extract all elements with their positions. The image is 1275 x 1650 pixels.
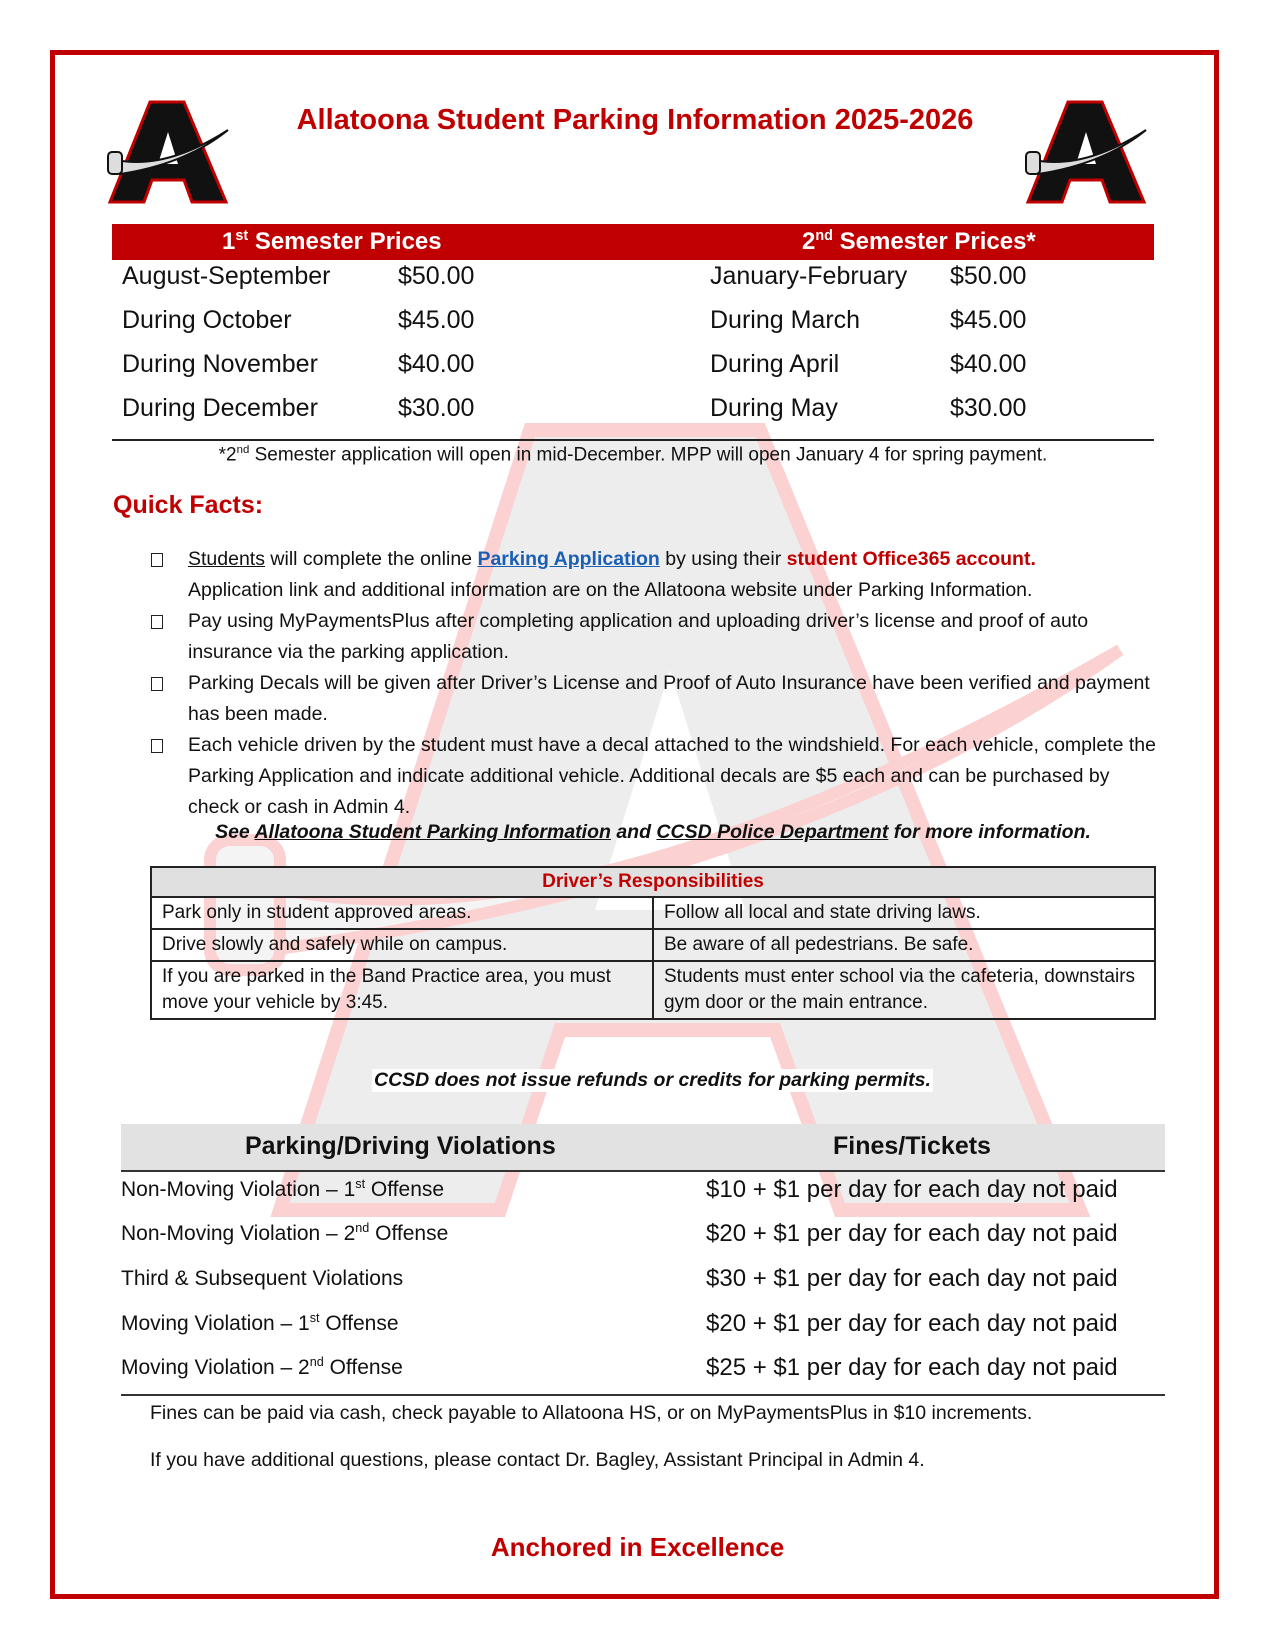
second-price: $40.00 [950,350,1027,378]
second-price: $45.00 [950,306,1027,334]
violations-divider [121,1394,1165,1396]
semester-price-header [112,224,1154,260]
checkbox-bullet-icon [151,677,163,691]
second-price: $50.00 [950,262,1027,290]
fine-amount: $20 + $1 per day for each day not paid [706,1310,1118,1337]
no-refund-notice: CCSD does not issue refunds or credits for parking permits. [374,1069,931,1091]
first-price: $30.00 [398,394,475,422]
first-price: $45.00 [398,306,475,334]
first-price: $40.00 [398,350,475,378]
violation-name: Non-Moving Violation – 1st Offense [121,1177,445,1201]
list-item: Students will complete the online Parking Application by using their student Office365 account. Application link and additional information are on the Allatoona website under Parking Information. [148,544,1158,606]
checkbox-bullet-icon [151,615,163,629]
violations-column-header: Parking/Driving Violations [245,1132,556,1160]
second-period: During May [710,394,838,422]
first-price: $50.00 [398,262,475,290]
table-cell: If you are parked in the Band Practice area, you must move your vehicle by 3:45. [151,961,653,1019]
second-price: $30.00 [950,394,1027,422]
police-department-link[interactable]: CCSD Police Department [656,821,889,843]
fine-amount: $25 + $1 per day for each day not paid [706,1354,1118,1381]
school-motto: Anchored in Excellence [490,1532,785,1562]
table-row [151,929,1155,961]
violation-name: Third & Subsequent Violations [121,1267,404,1290]
parking-application-link[interactable]: Parking Application [477,548,660,570]
first-period: August-September [122,262,331,290]
checkbox-bullet-icon [151,553,163,567]
driver-responsibilities-table [150,866,1156,1020]
more-info-line: See Allatoona Student Parking Information and CCSD Police Department for more information. [215,821,1091,843]
table-row [151,897,1155,929]
second-period: During April [710,350,840,378]
table-cell: Drive slowly and safely while on campus. [151,929,653,961]
page-title: Allatoona Student Parking Information 2025-2026 [296,104,974,136]
table-cell: Follow all local and state driving laws. [653,897,1155,929]
parking-info-link[interactable]: Allatoona Student Parking Information [254,821,611,843]
table-cell: Students must enter school via the cafeteria, downstairs gym door or the main entrance. [653,961,1155,1019]
second-semester-heading: 2nd Semester Prices* [802,228,1036,255]
contact-note: If you have additional questions, please contact Dr. Bagley, Assistant Principal in Admin 4. [150,1449,925,1471]
second-period: January-February [710,262,908,290]
first-semester-heading: 1st Semester Prices [222,228,442,255]
second-period: During March [710,306,861,334]
violation-name: Moving Violation – 1st Offense [121,1311,399,1335]
quick-facts-heading: Quick Facts: [113,491,264,519]
first-period: During November [122,350,318,378]
fine-amount: $20 + $1 per day for each day not paid [706,1220,1118,1247]
price-table-divider [112,439,1154,441]
list-item: Each vehicle driven by the student must have a decal attached to the windshield. For each vehicle, complete the Parking Application and indicate additional vehicle. Additional decals are $5 each and can be purchased by check or cash in Admin 4. [148,730,1158,823]
list-item: Parking Decals will be given after Driver’s License and Proof of Auto Insurance have been verified and payment has been made. [148,668,1158,730]
first-period: During December [122,394,318,422]
semester-footnote: *2nd Semester application will open in mid-December. MPP will open January 4 for spring payment. [218,444,1048,466]
checkbox-bullet-icon [151,739,163,753]
fines-column-header: Fines/Tickets [833,1132,991,1160]
quick-facts-list [148,544,1158,823]
table-row [151,961,1155,1019]
payment-note: Fines can be paid via cash, check payable to Allatoona HS, or on MyPaymentsPlus in $10 increments. [150,1402,1033,1424]
list-item: Pay using MyPaymentsPlus after completing application and uploading driver’s license and proof of auto insurance via the parking application. [148,606,1158,668]
first-period: During October [122,306,292,334]
a-logo-icon [1024,98,1150,208]
fine-amount: $30 + $1 per day for each day not paid [706,1265,1118,1292]
fine-amount: $10 + $1 per day for each day not paid [706,1176,1118,1203]
responsibilities-heading: Driver’s Responsibilities [151,867,1155,897]
violation-name: Non-Moving Violation – 2nd Offense [121,1221,449,1245]
table-cell: Be aware of all pedestrians. Be safe. [653,929,1155,961]
violations-header [121,1124,1165,1172]
violation-name: Moving Violation – 2nd Offense [121,1355,403,1379]
table-cell: Park only in student approved areas. [151,897,653,929]
a-logo-icon [106,98,232,208]
